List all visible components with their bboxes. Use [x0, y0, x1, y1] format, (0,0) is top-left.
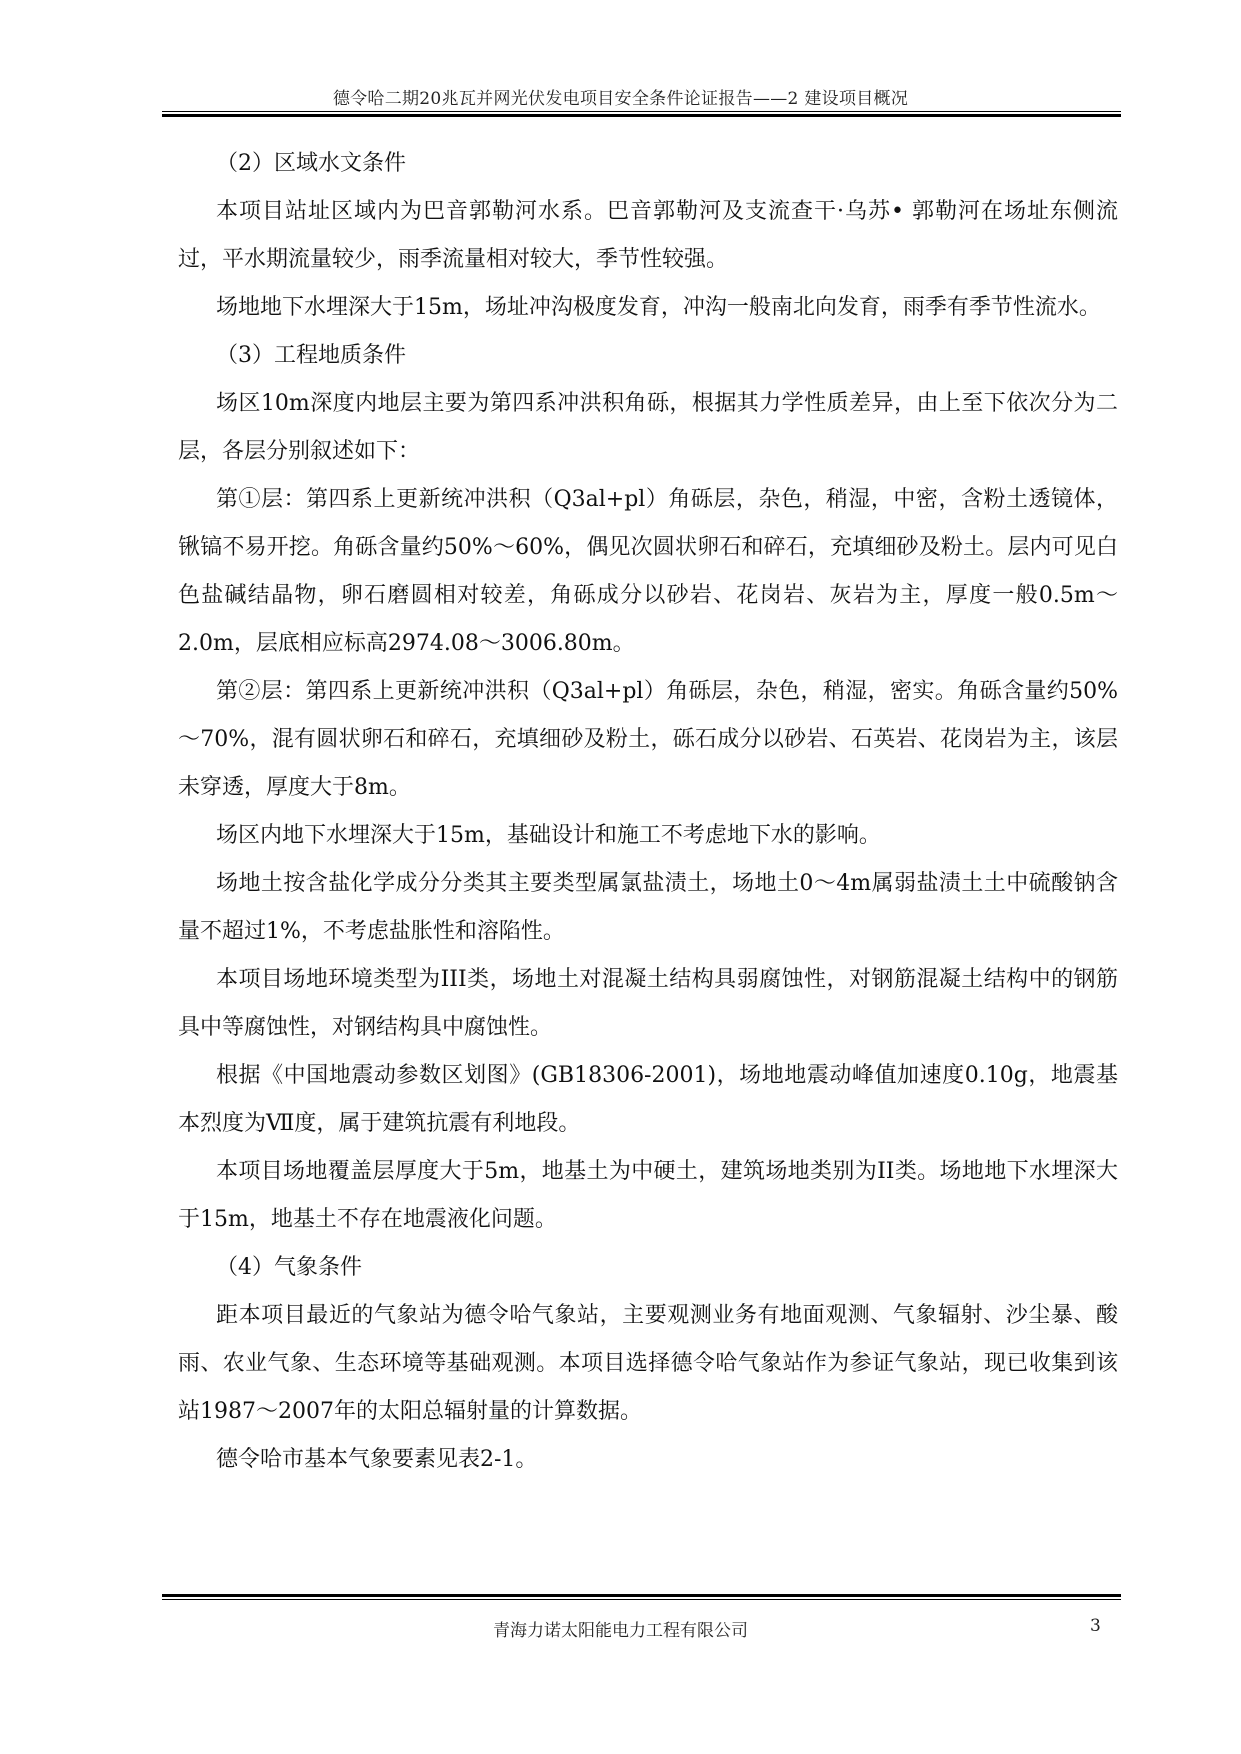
paragraph: 第②层：第四系上更新统冲洪积（Q3al+pl）角砾层，杂色，稍湿，密实。角砾含量约50%～70%，混有圆状卵石和碎石，充填细砂及粉土，砾石成分以砂岩、石英岩、花岗岩为主，该层未穿透，厚度大于8m。: [178, 679, 1118, 800]
paragraph: 场地土按含盐化学成分分类其主要类型属氯盐渍土，场地土0～4m属弱盐渍土土中硫酸钠含量不超过1%，不考虑盐胀性和溶陷性。: [178, 871, 1118, 944]
section-heading-meteorology: （4）气象条件: [216, 1255, 362, 1280]
header-rule: [162, 111, 1121, 117]
paragraph: 德令哈市基本气象要素见表2-1。: [216, 1447, 538, 1472]
footer-rule: [162, 1594, 1121, 1600]
paragraph: 本项目站址区域内为巴音郭勒河水系。巴音郭勒河及支流查干·乌苏• 郭勒河在场址东侧流过，平水期流量较少，雨季流量相对较大，季节性较强。: [178, 199, 1118, 272]
paragraph: 距本项目最近的气象站为德令哈气象站，主要观测业务有地面观测、气象辐射、沙尘暴、酸雨、农业气象、生态环境等基础观测。本项目选择德令哈气象站作为参证气象站，现已收集到该站1987～2007年的太阳总辐射量的计算数据。: [178, 1303, 1118, 1424]
running-header: 德令哈二期20兆瓦并网光伏发电项目安全条件论证报告——2 建设项目概况: [332, 89, 909, 109]
section-heading-hydrology: （2）区域水文条件: [216, 151, 406, 176]
body-text: [178, 140, 1118, 1484]
paragraph: 第①层：第四系上更新统冲洪积（Q3al+pl）角砾层，杂色，稍湿，中密，含粉土透镜体，锹镐不易开挖。角砾含量约50%～60%，偶见次圆状卵石和碎石，充填细砂及粉土。层内可见白色盐碱结晶物，卵石磨圆相对较差，角砾成分以砂岩、花岗岩、灰岩为主，厚度一般0.5m～2.0m，层底相应标高2974.08～3006.80m。: [178, 487, 1118, 656]
paragraph: 本项目场地环境类型为III类，场地土对混凝土结构具弱腐蚀性，对钢筋混凝土结构中的钢筋具中等腐蚀性，对钢结构具中腐蚀性。: [178, 967, 1118, 1040]
paragraph: 场区10m深度内地层主要为第四系冲洪积角砾，根据其力学性质差异，由上至下依次分为二层，各层分别叙述如下：: [178, 391, 1118, 464]
footer-company: 青海力诺太阳能电力工程有限公司: [493, 1621, 748, 1641]
paragraph: 场区内地下水埋深大于15m，基础设计和施工不考虑地下水的影响。: [216, 823, 881, 848]
section-heading-geology: （3）工程地质条件: [216, 343, 406, 368]
paragraph: 本项目场地覆盖层厚度大于5m，地基土为中硬土，建筑场地类别为II类。场地地下水埋深大于15m，地基土不存在地震液化问题。: [178, 1159, 1118, 1232]
paragraph: 根据《中国地震动参数区划图》(GB18306-2001)，场地地震动峰值加速度0.10g，地震基本烈度为Ⅶ度，属于建筑抗震有利地段。: [178, 1063, 1118, 1136]
paragraph: 场地地下水埋深大于15m，场址冲沟极度发育，冲沟一般南北向发育，雨季有季节性流水。: [216, 295, 1101, 320]
page-number: 3: [1090, 1616, 1101, 1636]
